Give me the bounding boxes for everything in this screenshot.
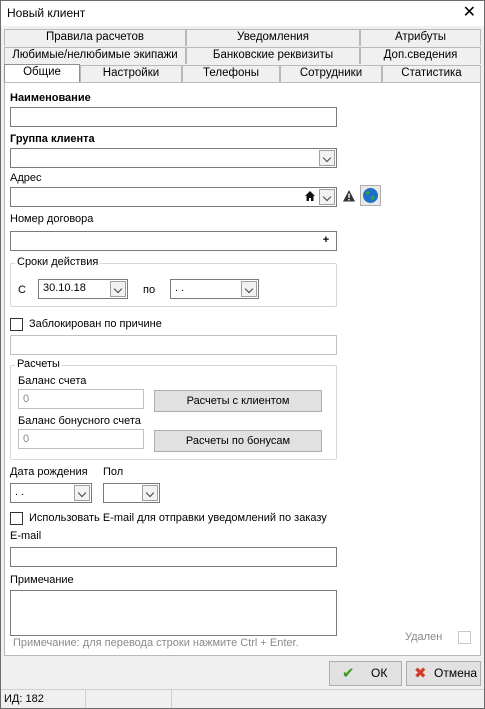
title-bar (1, 1, 484, 26)
tab-settings[interactable]: Настройки (80, 65, 182, 82)
bonus-balance-label: Баланс бонусного счета (18, 415, 141, 427)
cancel-button-label: Отмена (434, 666, 478, 680)
tab-attributes[interactable]: Атрибуты (360, 29, 481, 46)
client-id: ИД: 182 (4, 693, 44, 705)
payments-label: Расчеты (17, 358, 60, 370)
validity-from-date[interactable] (38, 279, 128, 299)
balance-label: Баланс счета (18, 375, 87, 387)
contract-label: Номер договора (10, 213, 94, 225)
tab-additional-info[interactable]: Доп.сведения (360, 47, 481, 64)
birthdate-label: Дата рождения (10, 466, 88, 478)
use-email-label: Использовать E-mail для отправки уведомлений по заказу (29, 512, 327, 524)
balance-input[interactable]: 0 (18, 389, 144, 409)
chevron-down-icon[interactable] (319, 189, 335, 205)
tab-payment-rules[interactable]: Правила расчетов (4, 29, 186, 46)
chevron-down-icon[interactable] (142, 485, 158, 501)
chevron-down-icon[interactable] (74, 485, 90, 501)
tab-notifications[interactable]: Уведомления (186, 29, 360, 46)
bonus-balance-input[interactable]: 0 (18, 429, 144, 449)
note-textarea[interactable] (10, 590, 337, 636)
ok-button-label: ОК (371, 666, 388, 680)
validity-to-date[interactable] (170, 279, 259, 299)
general-tab-panel (4, 82, 481, 656)
name-input[interactable] (10, 107, 337, 127)
globe-map-icon[interactable] (360, 185, 381, 206)
block-reason-input[interactable] (10, 335, 337, 355)
tab-favorite-crews[interactable]: Любимые/нелюбимые экипажи (4, 47, 186, 64)
address-label: Адрес (10, 172, 42, 184)
chevron-down-icon[interactable] (110, 281, 126, 297)
bonus-payments-button[interactable]: Расчеты по бонусам (154, 430, 322, 452)
email-input[interactable] (10, 547, 337, 567)
tab-bank-details[interactable]: Банковские реквизиты (186, 47, 360, 64)
status-divider (85, 690, 86, 708)
tab-statistics[interactable]: Статистика (382, 65, 481, 82)
checkmark-icon: ✔ (342, 665, 355, 682)
tab-row-3 (4, 65, 481, 82)
client-group-select[interactable] (10, 148, 337, 168)
chevron-down-icon[interactable] (319, 150, 335, 166)
deleted-checkbox[interactable] (458, 631, 471, 644)
chevron-down-icon[interactable] (241, 281, 257, 297)
validity-label: Сроки действия (17, 256, 99, 268)
warning-icon (342, 189, 356, 206)
validity-from-label: С (18, 284, 26, 296)
client-payments-button[interactable]: Расчеты с клиентом (154, 390, 322, 412)
cancel-button[interactable] (406, 661, 481, 686)
blocked-checkbox[interactable] (10, 318, 23, 331)
validity-to-label: по (143, 284, 156, 296)
plus-icon[interactable]: + (322, 234, 330, 246)
home-icon[interactable] (303, 190, 317, 204)
tab-row-2 (4, 47, 481, 64)
note-label: Примечание (10, 574, 74, 586)
name-label: Наименование (10, 92, 91, 104)
blocked-label: Заблокирован по причине (29, 318, 162, 330)
tab-phones[interactable]: Телефоны (182, 65, 280, 82)
ok-button[interactable] (329, 661, 402, 686)
address-input[interactable] (10, 187, 337, 207)
close-icon[interactable]: ✕ (462, 4, 476, 21)
birthdate-select[interactable] (10, 483, 92, 503)
group-label: Группа клиента (10, 133, 95, 145)
note-hint: Примечание: для перевода строки нажмите Ctrl + Enter. (13, 637, 299, 649)
cross-icon: ✖ (414, 665, 427, 682)
use-email-checkbox[interactable] (10, 512, 23, 525)
deleted-label: Удален (405, 631, 443, 643)
status-bar (1, 689, 484, 708)
birthdate-value: . . (15, 486, 25, 498)
validity-to-value: . . (175, 282, 185, 294)
tab-general[interactable]: Общие (4, 64, 80, 83)
contract-number-input[interactable] (10, 231, 337, 251)
tab-employees[interactable]: Сотрудники (280, 65, 382, 82)
status-divider (171, 690, 172, 708)
window-title: Новый клиент (7, 6, 86, 20)
tab-row-1 (4, 29, 481, 46)
gender-select[interactable] (103, 483, 160, 503)
gender-label: Пол (103, 466, 124, 478)
email-label: E-mail (10, 530, 42, 542)
validity-from-value: 30.10.18 (43, 282, 86, 294)
